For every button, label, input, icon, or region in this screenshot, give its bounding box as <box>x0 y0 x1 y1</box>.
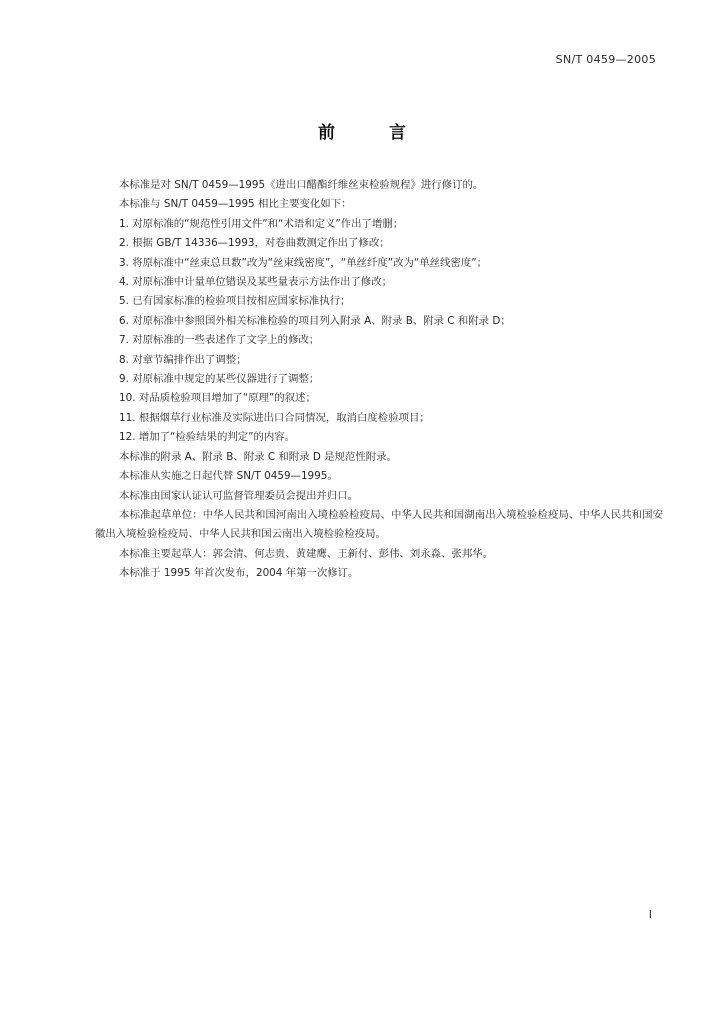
paragraph-proposed-by: 本标准由国家认证认可监督管理委员会提出并归口。 <box>119 489 358 502</box>
standard-code-header: SN/T 0459—2005 <box>555 53 656 66</box>
paragraph-publication-history: 本标准于 1995 年首次发布，2004 年第一次修订。 <box>119 567 359 580</box>
paragraph-appendix-note: 本标准的附录 A、附录 B、附录 C 和附录 D 是规范性附录。 <box>119 450 397 463</box>
paragraph-main-drafters: 本标准主要起草人：郭会清、何志贵、黄建鹰、王新付、彭伟、刘永淼、张邦华。 <box>119 547 494 560</box>
change-item-8: 8. 对章节编排作出了调整； <box>119 353 247 366</box>
change-item-10: 10. 对品质检验项目增加了“原理”的叙述； <box>119 392 316 405</box>
page-number: I <box>648 908 652 921</box>
change-item-6: 6. 对原标准中参照国外相关标准检验的项目列入附录 A、附录 B、附录 C 和附录 D； <box>119 314 511 327</box>
page-title: 前 言 <box>318 123 430 143</box>
paragraph-intro: 本标准是对 SN/T 0459—1995《进出口醋酯纤维丝束检验规程》进行修订的。 <box>119 179 484 191</box>
paragraph-replaces: 本标准从实施之日起代替 SN/T 0459—1995。 <box>119 470 338 483</box>
change-item-7: 7. 对原标准的一些表述作了文字上的修改； <box>119 334 320 347</box>
change-item-9: 9. 对原标准中规定的某些仪器进行了调整； <box>119 373 320 386</box>
paragraph-drafting-units: 本标准起草单位：中华人民共和国河南出入境检验检疫局、中华人民共和国湖南出入境检验检疫局、中华人民共和国安徽出入境检验检疫局、中华人民共和国云南出入境检验检疫局。 <box>95 508 663 541</box>
change-item-11: 11. 根据烟草行业标准及实际进出口合同情况，取消白度检验项目； <box>119 411 430 424</box>
foreword-body <box>95 176 663 584</box>
change-item-1: 1. 对原标准的“规范性引用文件”和“术语和定义”作出了增删； <box>119 217 404 230</box>
change-item-4: 4. 对原标准中计量单位错误及某些量表示方法作出了修改； <box>119 276 392 289</box>
change-item-5: 5. 已有国家标准的检验项目按相应国家标准执行； <box>119 295 351 308</box>
paragraph-changes-lead: 本标准与 SN/T 0459—1995 相比主要变化如下： <box>119 198 352 211</box>
change-item-12: 12. 增加了“检验结果的判定”的内容。 <box>119 431 296 444</box>
change-item-2: 2. 根据 GB/T 14336—1993，对卷曲数测定作出了修改； <box>119 237 390 250</box>
change-item-3: 3. 将原标准中“丝束总旦数”改为“丝束线密度”，“单丝纤度”改为“单丝线密度”； <box>119 256 487 269</box>
